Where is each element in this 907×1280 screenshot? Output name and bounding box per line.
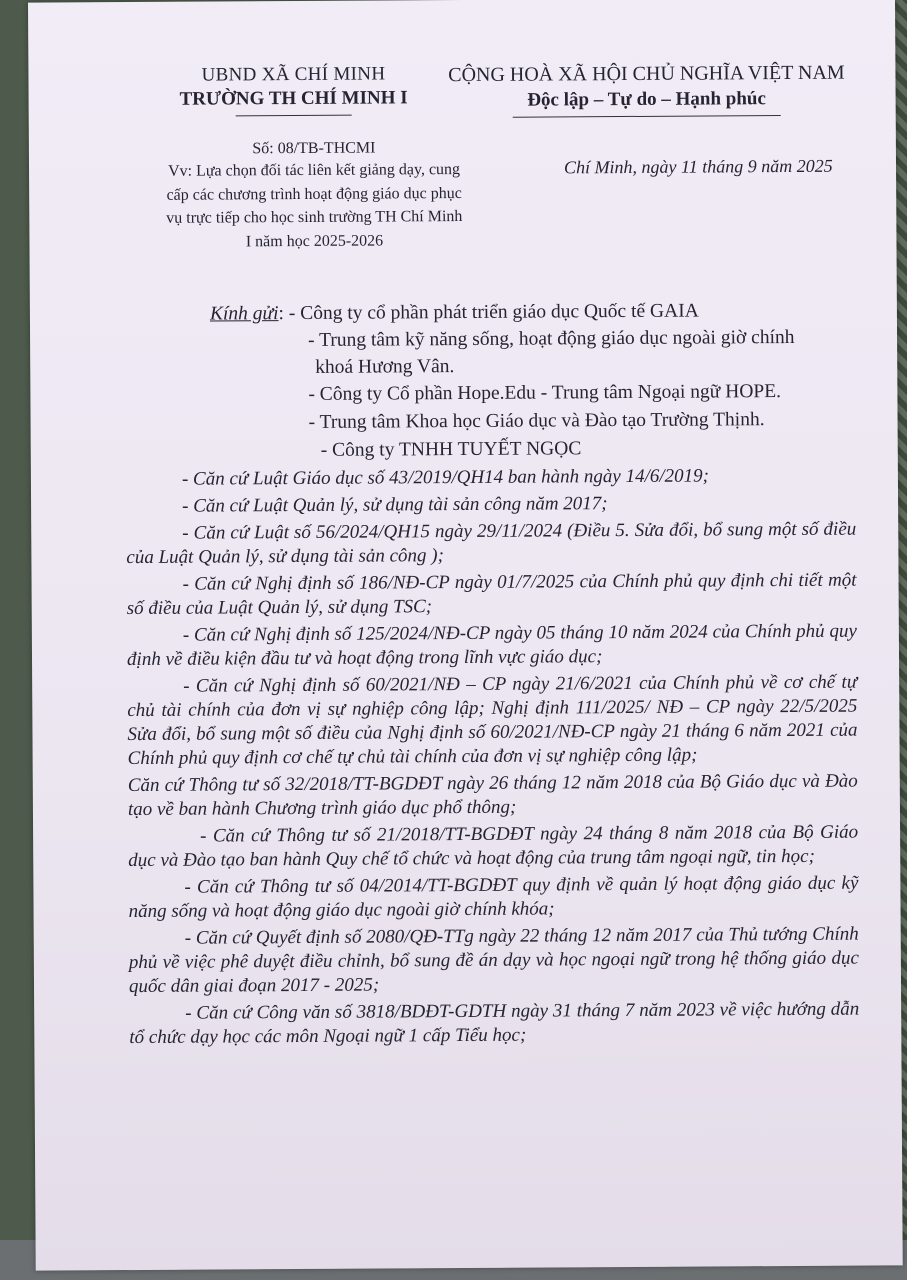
document-page <box>28 0 903 1271</box>
document-subject: Vv: Lựa chọn đối tác liên kết giảng dạy, cung cấp các chương trình hoạt động giáo dục phục vụ trực tiếp cho học sinh trường TH Chí Minh I năm học 2025-2026 <box>166 161 463 250</box>
national-motto: Độc lập – Tự do – Hạnh phúc <box>527 88 766 111</box>
legal-basis-item: - Căn cứ Thông tư số 04/2014/TT-BGDĐT quy định về quản lý hoạt động giáo dục kỹ năng sống và hoạt động giáo dục ngoài giờ chính khóa; <box>128 872 859 923</box>
recipient-item: khoá Hương Vân. <box>315 356 455 378</box>
legal-basis-item: - Căn cứ Công văn số 3818/BDĐT-GDTH ngày 31 tháng 7 năm 2023 về việc hướng dẫn tổ chức dạy học các môn Ngoại ngữ 1 cấp Tiểu học; <box>129 998 860 1049</box>
legal-bases <box>126 464 860 1053</box>
date-line: Chí Minh, ngày 11 tháng 9 năm 2025 <box>563 155 833 178</box>
document-number: Số: 08/TB-THCMI <box>252 139 376 158</box>
motto-underline <box>513 115 781 118</box>
legal-basis-item: - Căn cứ Luật số 56/2024/QH15 ngày 29/11/2024 (Điều 5. Sửa đổi, bổ sung một số điều của Luật Quản lý, sử dụng tài sản công ); <box>126 518 857 569</box>
legal-basis-item: - Căn cứ Nghị định số 186/NĐ-CP ngày 01/7/2025 của Chính phủ quy định chi tiết một số điều của Luật Quản lý, sử dụng TSC; <box>126 569 857 620</box>
header-right <box>426 60 866 119</box>
header-left-underline <box>236 115 352 117</box>
recipient-item: - Trung tâm kỹ năng sống, hoạt động giáo dục ngoài giờ chính <box>308 326 795 351</box>
legal-basis-item: - Căn cứ Luật Quản lý, sử dụng tài sản công năm 2017; <box>182 493 608 517</box>
recipients-heading <box>210 299 699 328</box>
school-name: TRƯỜNG TH CHÍ MINH I <box>179 87 408 110</box>
recipient-item: - Trung tâm Khoa học Giáo dục và Đào tạo Trường Thịnh. <box>308 409 765 433</box>
kinh-gui-label: Kính gửi <box>209 303 279 325</box>
header-left <box>143 62 443 117</box>
recipient-item: : - Công ty cổ phần phát triển giáo dục Quốc tế GAIA <box>278 300 699 325</box>
legal-basis-item: Căn cứ Thông tư số 32/2018/TT-BGDĐT ngày 26 tháng 12 năm 2018 của Bộ Giáo dục và Đào tạo về ban hành Chương trình giáo dục phổ thông; <box>127 770 858 821</box>
legal-basis-item: - Căn cứ Luật Giáo dục số 43/2019/QH14 ban hành ngày 14/6/2019; <box>181 465 710 490</box>
recipient-item: - Công ty Cổ phần Hope.Edu - Trung tâm Ngoại ngữ HOPE. <box>308 381 782 405</box>
nation-title: CỘNG HOÀ XÃ HỘI CHỦ NGHĨA VIỆT NAM <box>448 61 845 87</box>
legal-basis-item: - Căn cứ Quyết định số 2080/QĐ-TTg ngày 22 tháng 12 năm 2017 của Thủ tướng Chính phủ về việc phê duyệt điều chỉnh, bổ sung đề án dạy và học ngoại ngữ trong hệ thống giáo dục quốc dân giai đoạn 2017 - 2025; <box>128 923 859 998</box>
legal-basis-item: - Căn cứ Nghị định số 60/2021/NĐ – CP ngày 21/6/2021 của Chính phủ về cơ chế tự chủ tài chính của đơn vị sự nghiệp công lập; Nghị định 111/2025/ NĐ – CP ngày 22/5/2025 Sửa đổi, bổ sung một số điều của Nghị định số 60/2021/NĐ-CP ngày 21 tháng 6 năm 2021 của Chính phủ quy định cơ chế tự chủ tài chính của đơn vị sự nghiệp công lập; <box>127 671 858 770</box>
parent-organization: UBND XÃ CHÍ MINH <box>201 63 386 86</box>
legal-basis-item: - Căn cứ Thông tư số 21/2018/TT-BGDĐT ngày 24 tháng 8 năm 2018 của Bộ Giáo dục và Đào tạo ban hành Quy chế tổ chức và hoạt động của trung tâm ngoại ngữ, tin học; <box>128 821 859 872</box>
legal-basis-item: - Căn cứ Nghị định số 125/2024/NĐ-CP ngày 05 tháng 10 năm 2024 của Chính phủ quy định về điều kiện đầu tư và hoạt động trong lĩnh vực giáo dục; <box>126 620 857 671</box>
recipient-item: - Công ty TNHH TUYẾT NGỌC <box>320 438 582 461</box>
